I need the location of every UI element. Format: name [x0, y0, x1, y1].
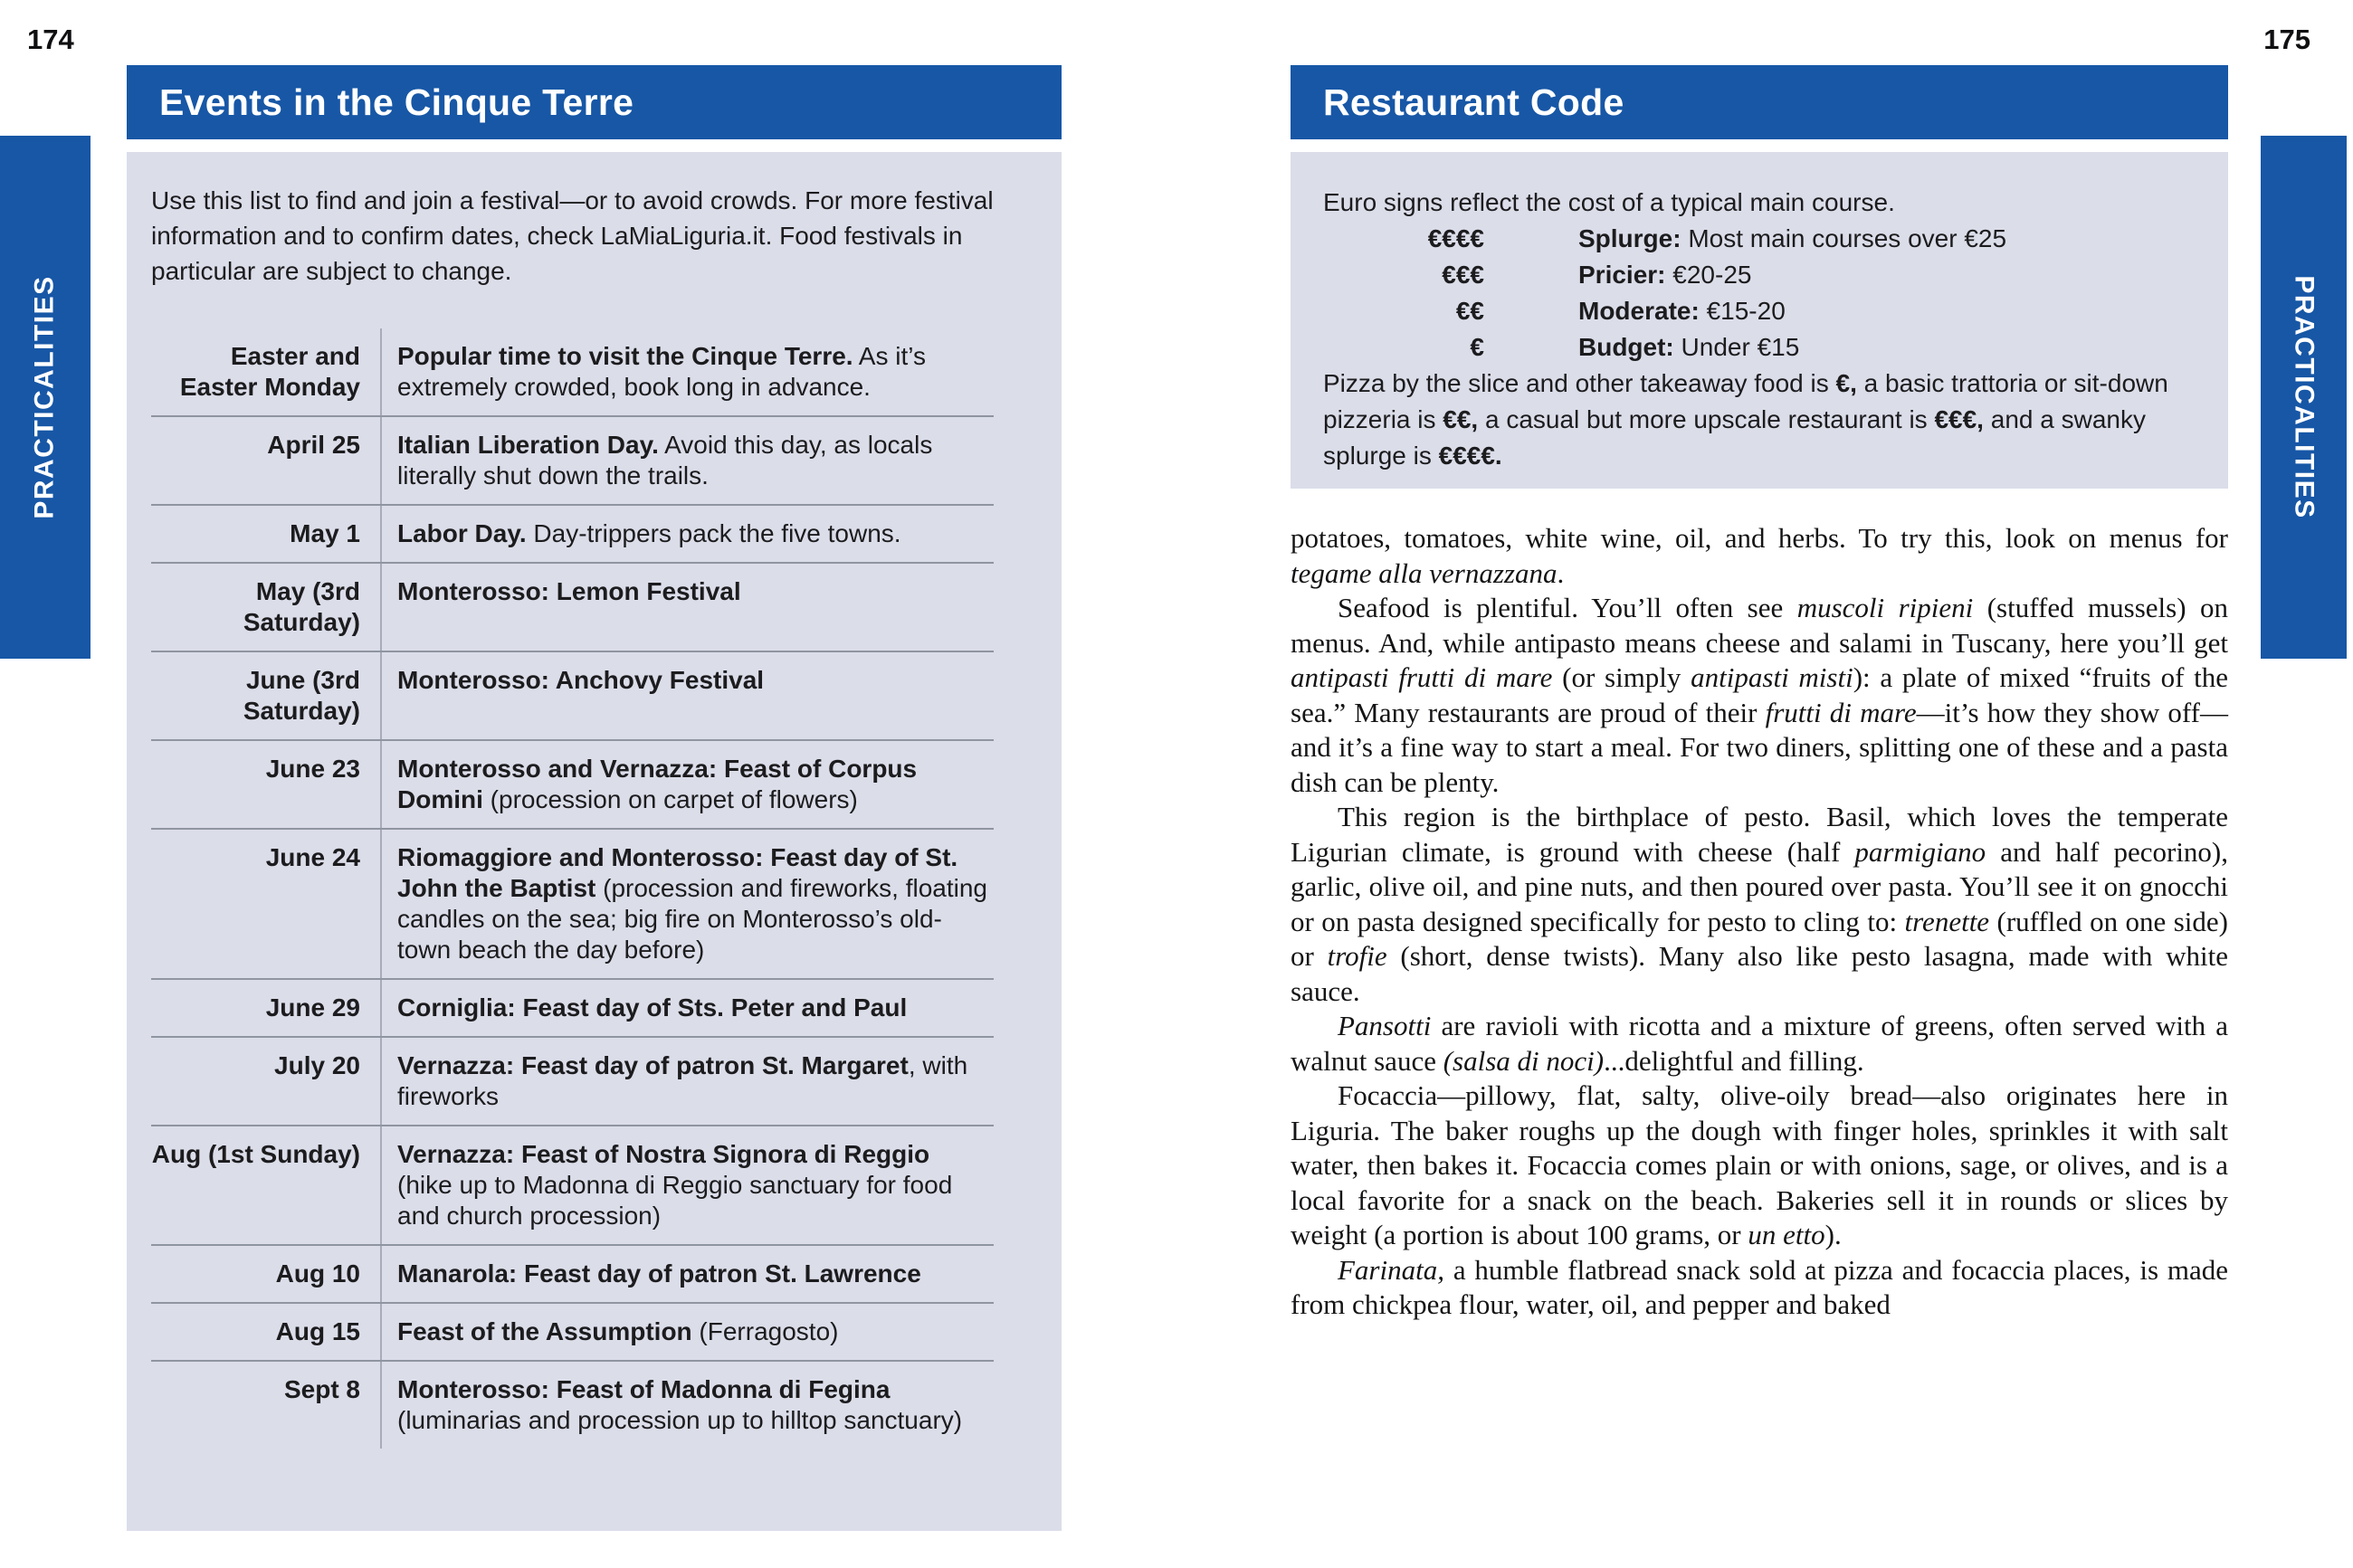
price-tier-row	[1323, 221, 2201, 257]
price-tier-description: Budget: Under €15	[1578, 333, 1800, 361]
event-row	[151, 328, 994, 415]
body-paragraph: Seafood is plentiful. You’ll often see muscoli ripieni (stuffed mussels) on menus. And, while antipasto means cheese and salami in Tuscany, here you’ll get antipasti frutti di mare (or simply antipasti misti): a plate of mixed “fruits of the sea.” Many restaurants are proud of their frutti di mare—it’s how they show off—and it’s a fine way to start a meal. For two diners, splitting one of these and a pasta dish can be plenty.	[1291, 592, 2228, 798]
event-date: June 29	[265, 993, 360, 1022]
page-number-left: 174	[27, 24, 74, 55]
price-tier-row	[1323, 329, 2201, 366]
restaurant-code-box	[1291, 152, 2228, 489]
event-description: Vernazza: Feast of Nostra Signora di Reggio (hike up to Madonna di Reggio sanctuary for food and church procession)	[380, 1126, 994, 1244]
event-description: Manarola: Feast day of patron St. Lawrence	[380, 1246, 994, 1302]
price-tier-symbol: €€	[1455, 297, 1484, 325]
event-description: Italian Liberation Day. Avoid this day, as locals literally shut down the trails.	[380, 417, 994, 504]
body-paragraph: Farinata, a humble flatbread snack sold at pizza and focaccia places, is made from chickpea flour, water, oil, and pepper and baked	[1291, 1253, 2228, 1320]
restaurant-code-header-title: Restaurant Code	[1323, 81, 1624, 123]
event-description: Vernazza: Feast day of patron St. Margaret, with fireworks	[380, 1038, 994, 1125]
body-paragraph: Focaccia—pillowy, flat, salty, olive-oily bread—also originates here in Liguria. The baker roughs up the dough with finger holes, sprinkles it with salt water, then bakes it. Focaccia comes plain or with onions, sage, or olives, and is a local favorite for a snack on the beach. Bakeries sell it in rounds or slices by weight (a portion is about 100 grams, or un etto).	[1291, 1079, 2228, 1250]
event-row	[151, 1360, 994, 1449]
body-paragraph: This region is the birthplace of pesto. Basil, which loves the temperate Ligurian climate, is ground with cheese (half parmigiano and half pecorino), garlic, olive oil, and pine nuts, and then poured over pasta. You’ll see it on gnocchi or on pasta designed specifically for pesto to cling to: trenette (ruffled on one side) or trofie (short, dense twists). Many also like pesto lasagna, made with white sauce.	[1291, 801, 2229, 1007]
event-row	[151, 828, 994, 978]
event-row	[151, 978, 994, 1036]
event-date: May (3rd Saturday)	[243, 577, 360, 636]
practicalities-tab-right	[2261, 136, 2347, 659]
event-description: Riomaggiore and Monterosso: Feast day of St. John the Baptist (procession and fireworks, floating candles on the sea; big fire on Monterosso’s old-town beach the day before)	[380, 830, 994, 978]
practicalities-tab-right-label: PRACTICALITIES	[2289, 275, 2320, 519]
event-row	[151, 1125, 994, 1244]
restaurant-code-header-bar	[1291, 65, 2228, 139]
event-description: Monterosso: Lemon Festival	[380, 564, 994, 651]
event-date: Aug 10	[275, 1259, 360, 1288]
event-date: June (3rd Saturday)	[243, 666, 360, 725]
event-row	[151, 739, 994, 828]
event-row	[151, 1036, 994, 1125]
event-date: April 25	[267, 431, 360, 459]
event-date: Easter and Easter Monday	[179, 342, 360, 401]
restaurant-code-intro: Euro signs reflect the cost of a typical main course.	[1323, 188, 1895, 216]
price-tier-row	[1323, 257, 2201, 293]
events-intro: Use this list to find and join a festival—or to avoid crowds. For more festival information and to confirm dates, check LaMiaLiguria.it. Food festivals in particular are subject to change.	[151, 186, 994, 285]
price-tier-row	[1323, 293, 2201, 329]
event-row	[151, 1302, 994, 1360]
events-box	[127, 152, 1062, 1531]
event-row	[151, 1244, 994, 1302]
events-header-bar	[127, 65, 1062, 139]
events-header-title: Events in the Cinque Terre	[159, 81, 634, 123]
event-description: Monterosso and Vernazza: Feast of Corpus Domini (procession on carpet of flowers)	[380, 741, 994, 828]
price-tier-description: Moderate: €15-20	[1578, 297, 1786, 325]
event-description: Corniglia: Feast day of Sts. Peter and Paul	[380, 980, 994, 1036]
price-tier-symbol: €€€€	[1427, 224, 1484, 252]
event-description: Popular time to visit the Cinque Terre. As it’s extremely crowded, book long in advance.	[380, 328, 994, 415]
event-date: Aug 15	[275, 1317, 360, 1345]
price-tier-symbol: €	[1470, 333, 1484, 361]
event-date: July 20	[274, 1051, 360, 1079]
event-date: Sept 8	[283, 1375, 360, 1403]
price-tier-description: Pricier: €20-25	[1578, 261, 1752, 289]
event-row	[151, 651, 994, 739]
event-date: May 1	[290, 519, 360, 547]
event-row	[151, 562, 994, 651]
restaurant-code-note: Pizza by the slice and other takeaway food is €, a basic trattoria or sit-down pizzeria is €€, a casual but more upscale restaurant is €€€, and a swanky splurge is €€€€.	[1323, 369, 2168, 470]
event-date: June 23	[265, 755, 360, 783]
practicalities-tab-left	[0, 136, 90, 659]
event-description: Feast of the Assumption (Ferragosto)	[380, 1304, 994, 1360]
events-table	[151, 328, 994, 1449]
practicalities-tab-left-label: PRACTICALITIES	[30, 275, 60, 519]
event-row	[151, 504, 994, 562]
event-description: Monterosso: Feast of Madonna di Fegina (luminarias and procession up to hilltop sanctuary)	[380, 1362, 994, 1449]
page-number-right: 175	[2263, 24, 2310, 55]
event-date: Aug (1st Sunday)	[151, 1140, 360, 1168]
event-row	[151, 415, 994, 504]
body-paragraph: Pansotti are ravioli with ricotta and a mixture of greens, often served with a walnut sauce (salsa di noci)...delightful and filling.	[1291, 1010, 2228, 1077]
price-tier-symbol: €€€	[1442, 261, 1484, 289]
event-description: Monterosso: Anchovy Festival	[380, 652, 994, 739]
event-date: June 24	[265, 843, 360, 871]
price-tier-description: Splurge: Most main courses over €25	[1578, 224, 2007, 252]
event-description: Labor Day. Day-trippers pack the five towns.	[380, 506, 994, 562]
body-paragraph: potatoes, tomatoes, white wine, oil, and herbs. To try this, look on menus for tegame alla vernazzana.	[1291, 522, 2228, 589]
food-body-text	[1291, 521, 2228, 1323]
